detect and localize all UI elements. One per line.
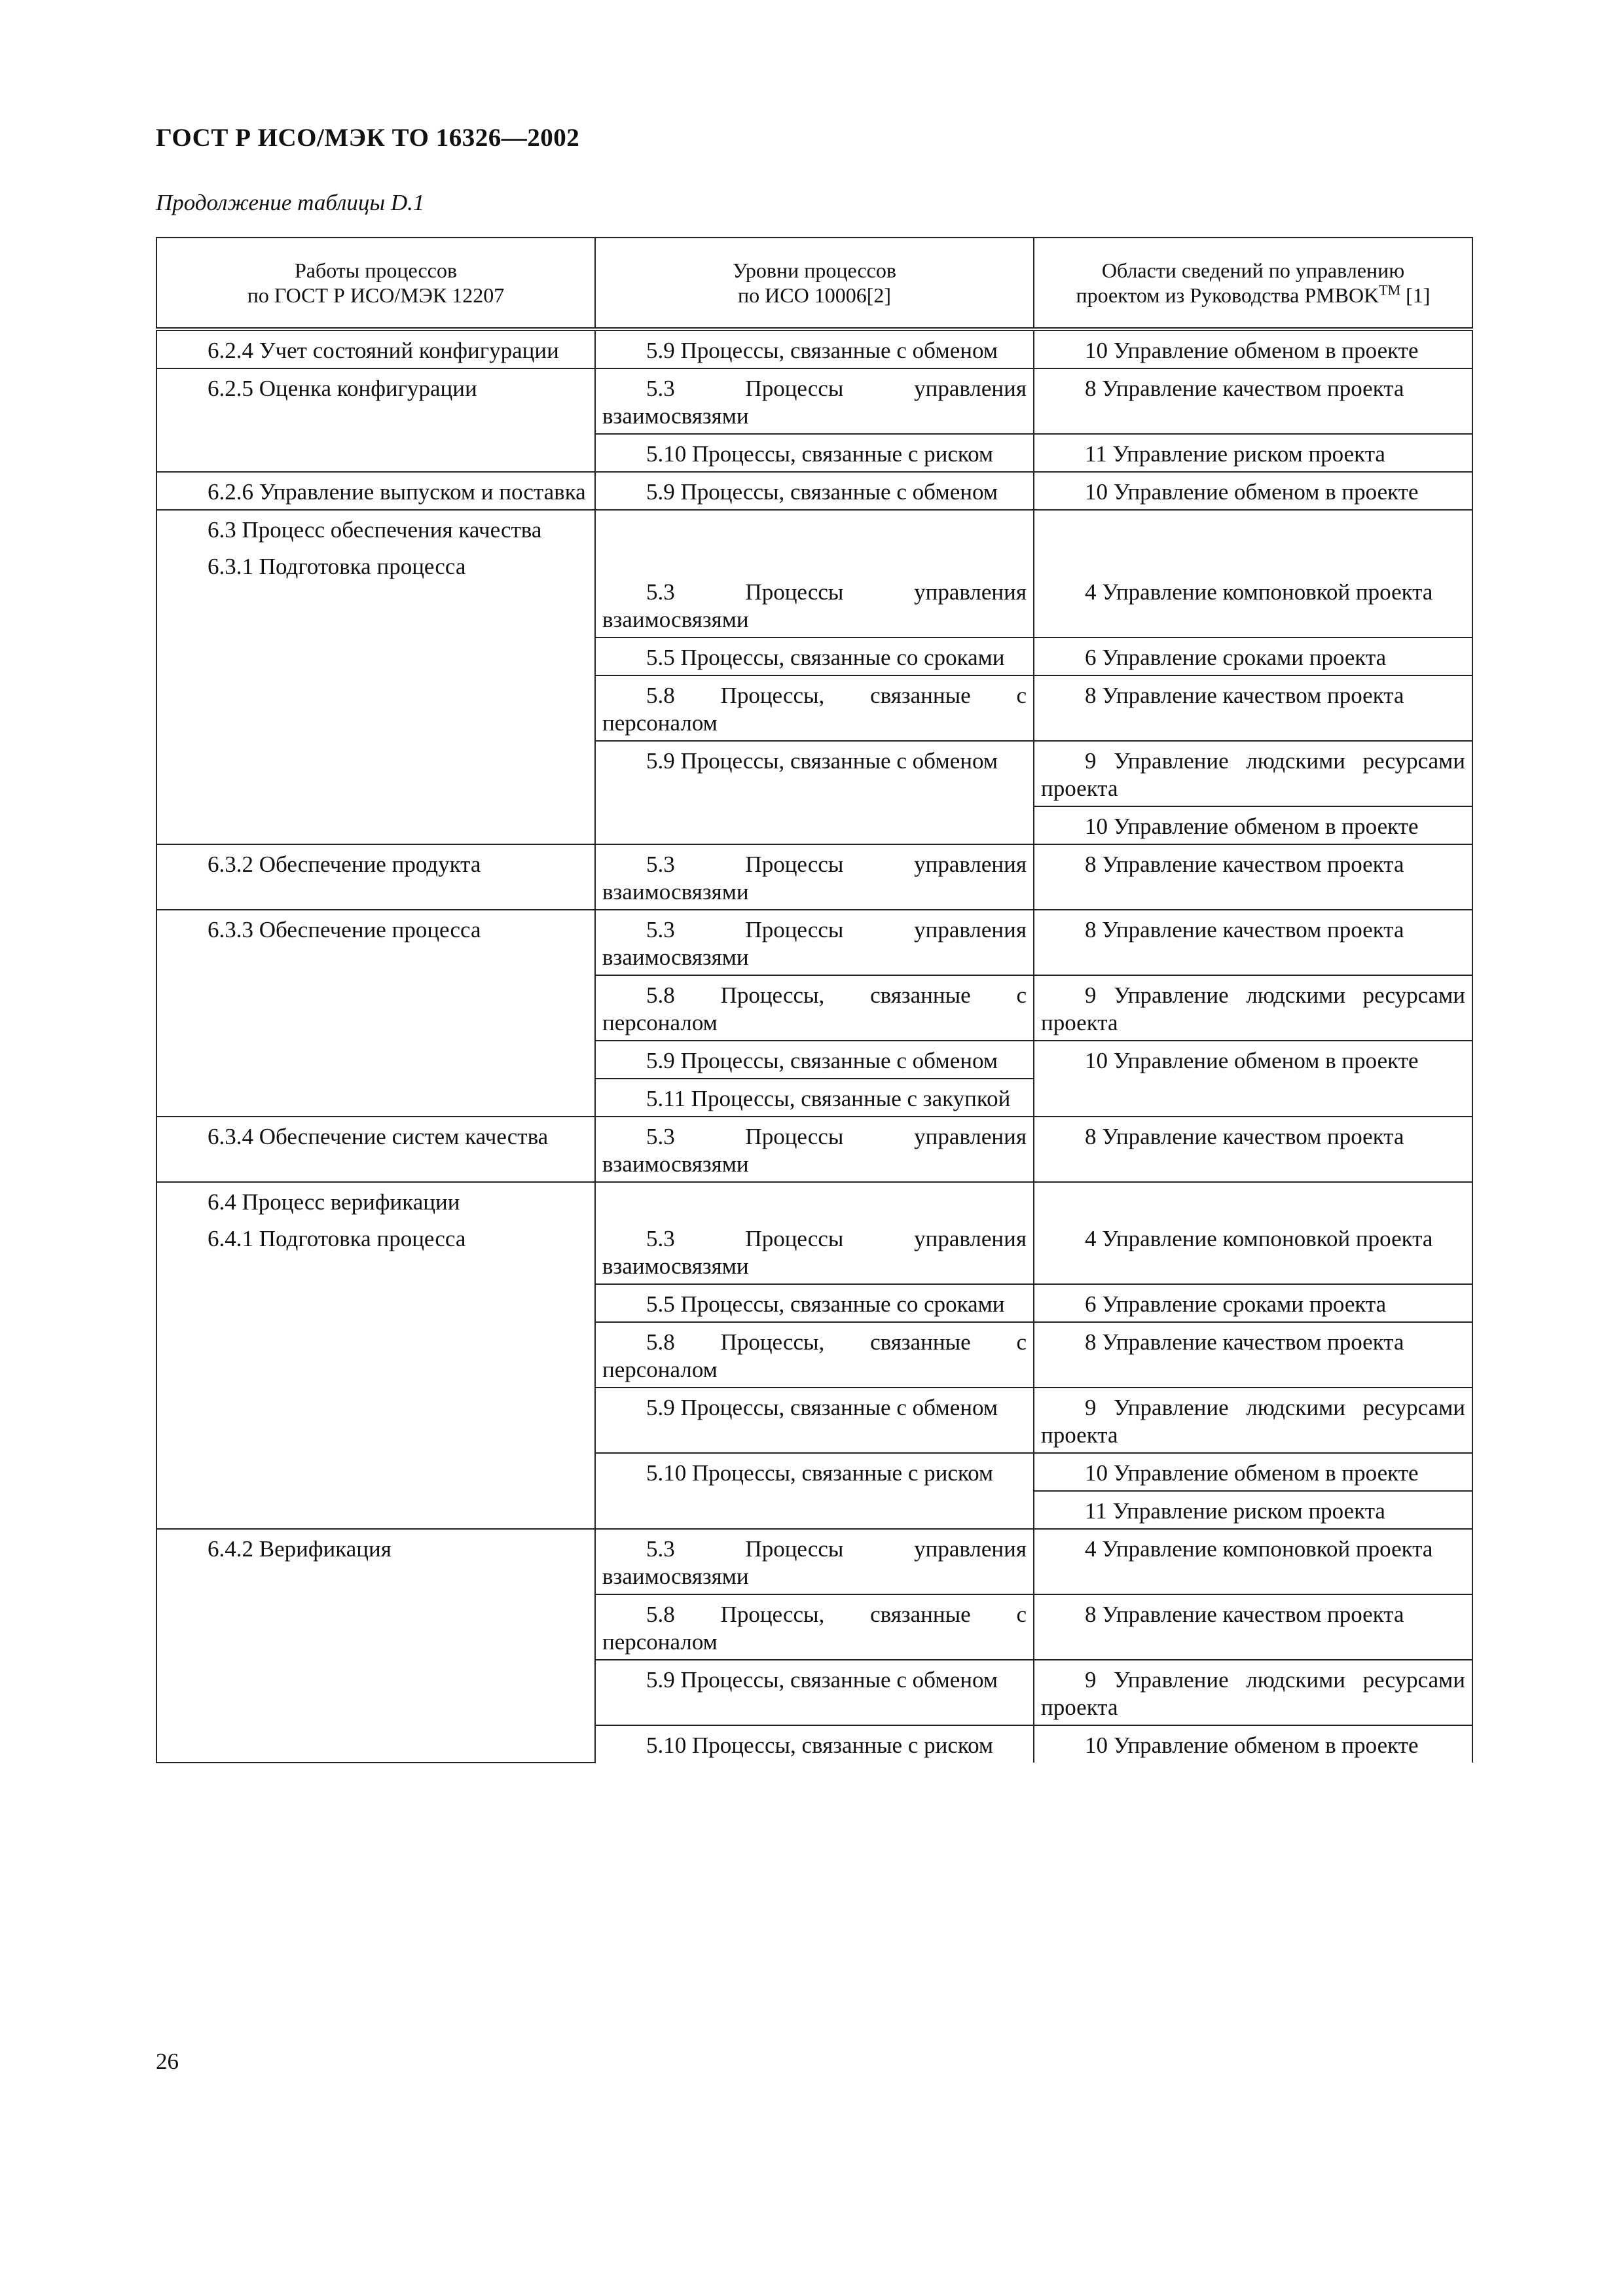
col-header-iso10006: Уровни процессов по ИСО 10006[2] (595, 238, 1034, 329)
table-row (156, 1529, 1472, 1594)
area-cell: 8 Управление качеством проекта (1034, 1594, 1472, 1660)
level-cell: 5.3 Процессы управления взаимосвязями (595, 910, 1034, 975)
work-cell: 6.2.4 Учет состояний конфигурации (156, 329, 595, 368)
level-cell: 5.11 Процессы, связанные с закупкой (595, 1079, 1034, 1117)
area-cell: 4 Управление компоновкой проекта (1034, 510, 1472, 637)
section-heading: 6.4 Процесс верификации (208, 1189, 460, 1215)
area-cell: 9 Управление людскими ресурсами проекта (1034, 741, 1472, 806)
table-caption: Продолжение таблицы D.1 (156, 190, 425, 215)
trademark-mark: TM (1379, 281, 1401, 298)
work-cell: 6.2.5 Оценка конфигурации (156, 368, 595, 472)
level-cell: 5.8 Процессы, связанные с персоналом (595, 1594, 1034, 1660)
level-cell: 5.3 Процессы управления взаимосвязями (595, 1117, 1034, 1182)
table-row (156, 368, 1472, 434)
area-cell: 10 Управление обменом в проекте (1034, 329, 1472, 368)
level-cell: 5.3 Процессы управления взаимосвязями (595, 1182, 1034, 1284)
area-cell: 11 Управление риском проекта (1034, 1491, 1472, 1529)
level-cell: 5.9 Процессы, связанные с обменом (595, 1041, 1034, 1079)
level-cell: 5.9 Процессы, связанные с обменом (595, 329, 1034, 368)
area-cell: 9 Управление людскими ресурсами проекта (1034, 1660, 1472, 1725)
level-cell: 5.9 Процессы, связанные с обменом (595, 1660, 1034, 1725)
work-cell: 6.2.6 Управление выпуском и поставка (156, 472, 595, 510)
area-cell: 6 Управление сроками проекта (1034, 1284, 1472, 1322)
work-cell: 6.3.3 Обеспечение процесса (156, 910, 595, 1117)
col-header-pmbok: Области сведений по управлению проектом из Руководства PMBOK™ [1] (1034, 238, 1472, 329)
area-cell: 10 Управление обменом в проекте (1034, 806, 1472, 844)
table-row (156, 844, 1472, 910)
work-cell: 6.3.2 Обеспечение продукта (156, 844, 595, 910)
level-cell: 5.10 Процессы, связанные с риском (595, 1725, 1034, 1763)
table-row (156, 472, 1472, 510)
area-cell: 6 Управление сроками проекта (1034, 637, 1472, 675)
area-cell: 8 Управление качеством проекта (1034, 675, 1472, 741)
area-cell: 11 Управление риском проекта (1034, 434, 1472, 472)
level-cell: 5.3 Процессы управления взаимосвязями (595, 368, 1034, 434)
page-number: 26 (156, 2049, 179, 2074)
level-cell: 5.9 Процессы, связанные с обменом (595, 1388, 1034, 1453)
area-cell: 8 Управление качеством проекта (1034, 910, 1472, 975)
level-cell: 5.3 Процессы управления взаимосвязями (595, 510, 1034, 637)
level-cell: 5.8 Процессы, связанные с персоналом (595, 1322, 1034, 1388)
subsection-label: 6.4.1 Подготовка процесса (208, 1226, 466, 1251)
level-cell: 5.9 Процессы, связанные с обменом (595, 741, 1034, 844)
area-cell: 8 Управление качеством проекта (1034, 1117, 1472, 1182)
table-row (156, 1117, 1472, 1182)
table-row (156, 910, 1472, 975)
level-cell: 5.10 Процессы, связанные с риском (595, 1453, 1034, 1529)
document-title: ГОСТ Р ИСО/МЭК ТО 16326—2002 (156, 124, 580, 152)
area-cell: 9 Управление людскими ресурсами проекта (1034, 1388, 1472, 1453)
section-heading: 6.3 Процесс обеспечения качества (208, 517, 542, 543)
level-cell: 5.8 Процессы, связанные с персоналом (595, 675, 1034, 741)
area-cell: 8 Управление качеством проекта (1034, 368, 1472, 434)
table-row (156, 329, 1472, 368)
level-cell: 5.9 Процессы, связанные с обменом (595, 472, 1034, 510)
area-cell: 8 Управление качеством проекта (1034, 844, 1472, 910)
level-cell: 5.8 Процессы, связанные с персоналом (595, 975, 1034, 1041)
area-cell: 10 Управление обменом в проекте (1034, 1725, 1472, 1763)
work-cell: 6.4.2 Верификация (156, 1529, 595, 1763)
area-cell: 10 Управление обменом в проекте (1034, 472, 1472, 510)
level-cell: 5.3 Процессы управления взаимосвязями (595, 844, 1034, 910)
table-header-row (156, 238, 1472, 329)
subsection-label: 6.3.1 Подготовка процесса (208, 554, 466, 579)
area-cell: 4 Управление компоновкой проекта (1034, 1182, 1472, 1284)
work-cell (156, 1182, 595, 1529)
area-cell: 8 Управление качеством проекта (1034, 1322, 1472, 1388)
level-cell: 5.10 Процессы, связанные с риском (595, 434, 1034, 472)
table-row (156, 510, 1472, 637)
level-cell: 5.3 Процессы управления взаимосвязями (595, 1529, 1034, 1594)
table-row (156, 1182, 1472, 1284)
area-cell: 10 Управление обменом в проекте (1034, 1453, 1472, 1491)
level-cell: 5.5 Процессы, связанные со сроками (595, 637, 1034, 675)
work-cell (156, 510, 595, 844)
work-cell: 6.3.4 Обеспечение систем качества (156, 1117, 595, 1182)
area-cell: 4 Управление компоновкой проекта (1034, 1529, 1472, 1594)
level-cell: 5.5 Процессы, связанные со сроками (595, 1284, 1034, 1322)
mapping-table (156, 237, 1473, 1763)
area-cell: 9 Управление людскими ресурсами проекта (1034, 975, 1472, 1041)
col-header-iso12207: Работы процессов по ГОСТ Р ИСО/МЭК 12207 (156, 238, 595, 329)
area-cell: 10 Управление обменом в проекте (1034, 1041, 1472, 1117)
